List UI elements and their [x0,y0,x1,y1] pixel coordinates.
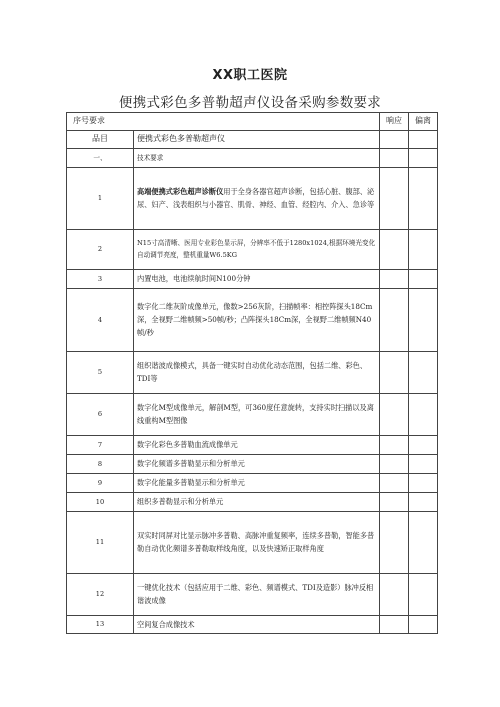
table-row [67,269,438,288]
row-requirement: 数字化频谱多普勒显示和分析单元 [134,454,380,473]
table-row [67,454,438,473]
row-number: 13 [67,615,134,633]
row-number: 4 [67,288,134,351]
row-number: 11 [67,511,134,573]
section-number: 一、 [67,148,134,167]
table-row [67,229,438,269]
row-number: 3 [67,269,134,288]
row-requirement: N15寸高清晰、医用专业彩色显示屏，分辨率不低于1280x1024,根据环境光变化自动调节亮度，整机重量W6.5KG [134,229,380,269]
table-row [67,288,438,351]
header-index-requirement: 序号要求 [67,113,380,131]
row-requirement: 一键优化技术（包括应用于二维、彩色、频谱模式、TDI及造影）脉冲反相谐波成像 [134,573,380,615]
item-value: 便携式彩色多普勒超声仪 [134,130,380,148]
table-row [67,167,438,229]
table-row [67,615,438,633]
header-response: 响应 [380,113,409,131]
row-requirement: 内置电池，电池续航时间N100分钟 [134,269,380,288]
row-requirement-bold: 高端便携式彩色超声诊断仪 [137,186,224,196]
row-requirement: 数字化二维灰阶成像单元，像数>256灰阶，扫描帧率：相控阵探头18Cm深，全视野二维帧频>50帧/秒；凸阵探头18Cm深，全视野二维帧频N40帧/秒 [134,288,380,351]
requirements-table [66,112,438,634]
row-requirement: 组织谐波成像模式，具备一键实时自动优化动态范围，包括二维、彩色、TDI等 [134,351,380,393]
row-number: 9 [67,473,134,492]
section-label: 技术要求 [134,148,380,167]
row-requirement: 双实时同屏对比显示脉冲多普勒、高脉冲重复频率，连续多普勒，智能多普勒自动优化频谱多普勒取样线角度，以及快速矫正取样角度 [134,511,380,573]
row-requirement: 高端便携式彩色超声诊断仪用于全身各器官超声诊断，包括心脏、腹部、泌尿、妇产、浅表组织与小器官、肌骨、神经、血管、经腔内、介入、急诊等 [134,167,380,229]
row-number: 2 [67,229,134,269]
row-requirement: 数字化M型成像单元，解剖M型，可360度任意旋转，支持实时扫描以及离线重构M型图像 [134,393,380,435]
row-number: 7 [67,435,134,454]
table-row [67,511,438,573]
table-row [67,435,438,454]
row-requirement: 数字化能量多普勒显示和分析单元 [134,473,380,492]
section-row [67,148,438,167]
row-number: 5 [67,351,134,393]
row-requirement: 空间复合成像技术 [134,615,380,633]
table-row [67,351,438,393]
table-row [67,492,438,511]
row-number: 8 [67,454,134,473]
document-title: 便携式彩色多普勒超声仪设备采购参数要求 [118,95,382,111]
item-label: 品目 [67,130,134,148]
row-requirement: 数字化彩色多普勒血流成像单元 [134,435,380,454]
row-number: 10 [67,492,134,511]
row-number: 12 [67,573,134,615]
row-number: 6 [67,393,134,435]
table-row [67,393,438,435]
row-number: 1 [67,167,134,229]
row-requirement: 组织多普勒显示和分析单元 [134,492,380,511]
hospital-name: XX职工医院 [212,68,288,83]
table-row [67,473,438,492]
header-deviation: 偏离 [409,113,438,131]
item-row [67,130,438,148]
table-row [67,573,438,615]
table-header-row [67,113,438,131]
